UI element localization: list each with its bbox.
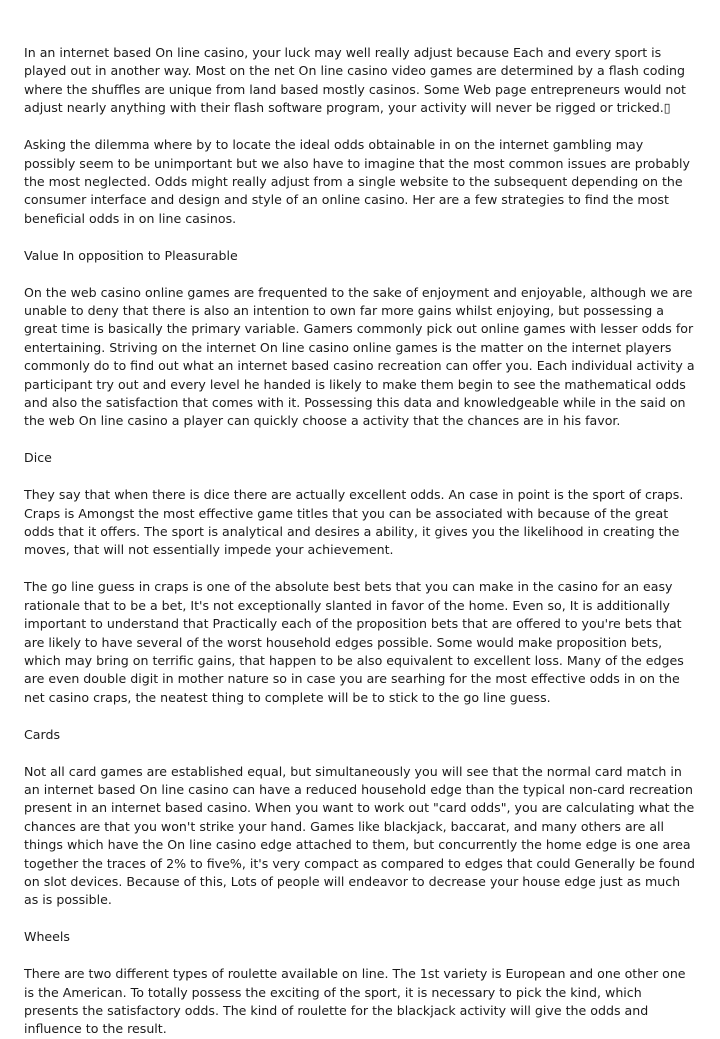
section-heading-value: Value In opposition to Pleasurable — [24, 247, 238, 263]
odds-paragraph: Asking the dilemma where by to locate the ideal odds obtainable in on the internet gambling may possibly seem to be unimportant but we also have to imagine that the most common issues are probably the most neglected. Odds might really adjust from a single website to the subsequent depending on the consumer interface and design and style of an online casino. Her are a few strategies to find the most beneficial odds in on line casinos. — [24, 137, 691, 226]
cards-paragraph: Not all card games are established equal, but simultaneously you will see that the normal card match in an internet based On line casino can have a reduced household edge than the typical non-card recreation present in an internet based casino. When you want to work out "card odds", you are calculating what the chances are that you won't strike your hand. Games like blackjack, baccarat, and many others are all things which have the On line casino edge attached to them, but concurrently the home edge is one area together the traces of 2% to five%, it's very compact as compared to edges that could Generally be found on slot devices. Because of this, Lots of people will endeavor to decrease your house edge just as much as is possible. — [24, 763, 695, 908]
section-heading-dice: Dice — [24, 450, 52, 466]
craps-paragraph: The go line guess in craps is one of the absolute best bets that you can make in the casino for an easy rationale that to be a bet, It's not exceptionally slanted in favor of the home. Even so, It is additionally important to understand that Practically each of the proposition bets that are offered to you're bets that are likely to have several of the worst household edges possible. Some would make proposition bets, which may bring on terrific gains, that happen to be also equivalent to excellent loss. Many of the edges are even double digit in mother nature so in case you are searhing for the most effective odds in on the net casino craps, the neatest thing to complete will be to stick to the go line guess. — [24, 579, 684, 705]
section-heading-cards: Cards — [24, 726, 61, 742]
article-body — [24, 44, 696, 1039]
wheels-paragraph: There are two different types of roulette available on line. The 1st variety is European and one other one is the American. To totally possess the exciting of the sport, it is necessary to pick the kind, which presents the satisfactory odds. The kind of roulette for the blackjack activity will give the odds and influence to the result. — [24, 966, 686, 1037]
value-paragraph: On the web casino online games are frequented to the sake of enjoyment and enjoyable, although we are unable to deny that there is also an intention to own far more gains whilst enjoying, but possessing a great time is basically the primary variable. Gamers commonly pick out online games with lesser odds for entertaining. Striving on the internet On line casino online games is the matter on the internet players commonly do to find out what an internet based casino recreation can offer you. Each individual activity a participant try out and every level he handed is likely to make them begin to see the mathematical odds and also the satisfaction that comes with it. Possessing this data and knowledgeable while in the said on the web On line casino a player can quickly choose a activity that the chances are in his favor. — [24, 284, 695, 429]
intro-paragraph: In an internet based On line casino, your luck may well really adjust because Each and every sport is played out in another way. Most on the net On line casino video games are determined by a flash coding where the shuffles are unique from land based mostly casinos. Some Web page entrepreneurs would not adjust nearly anything with their flash software program, your activity will never be rigged or tricked.▯ — [24, 45, 686, 116]
dice-paragraph: They say that when there is dice there are actually excellent odds. An case in point is the sport of craps. Craps is Amongst the most effective game titles that you can be associated with because of the great odds that it offers. The sport is analytical and desires a ability, it gives you the likelihood in creating the moves, that will not essentially impede your achievement. — [24, 487, 684, 558]
section-heading-wheels: Wheels — [24, 929, 70, 945]
